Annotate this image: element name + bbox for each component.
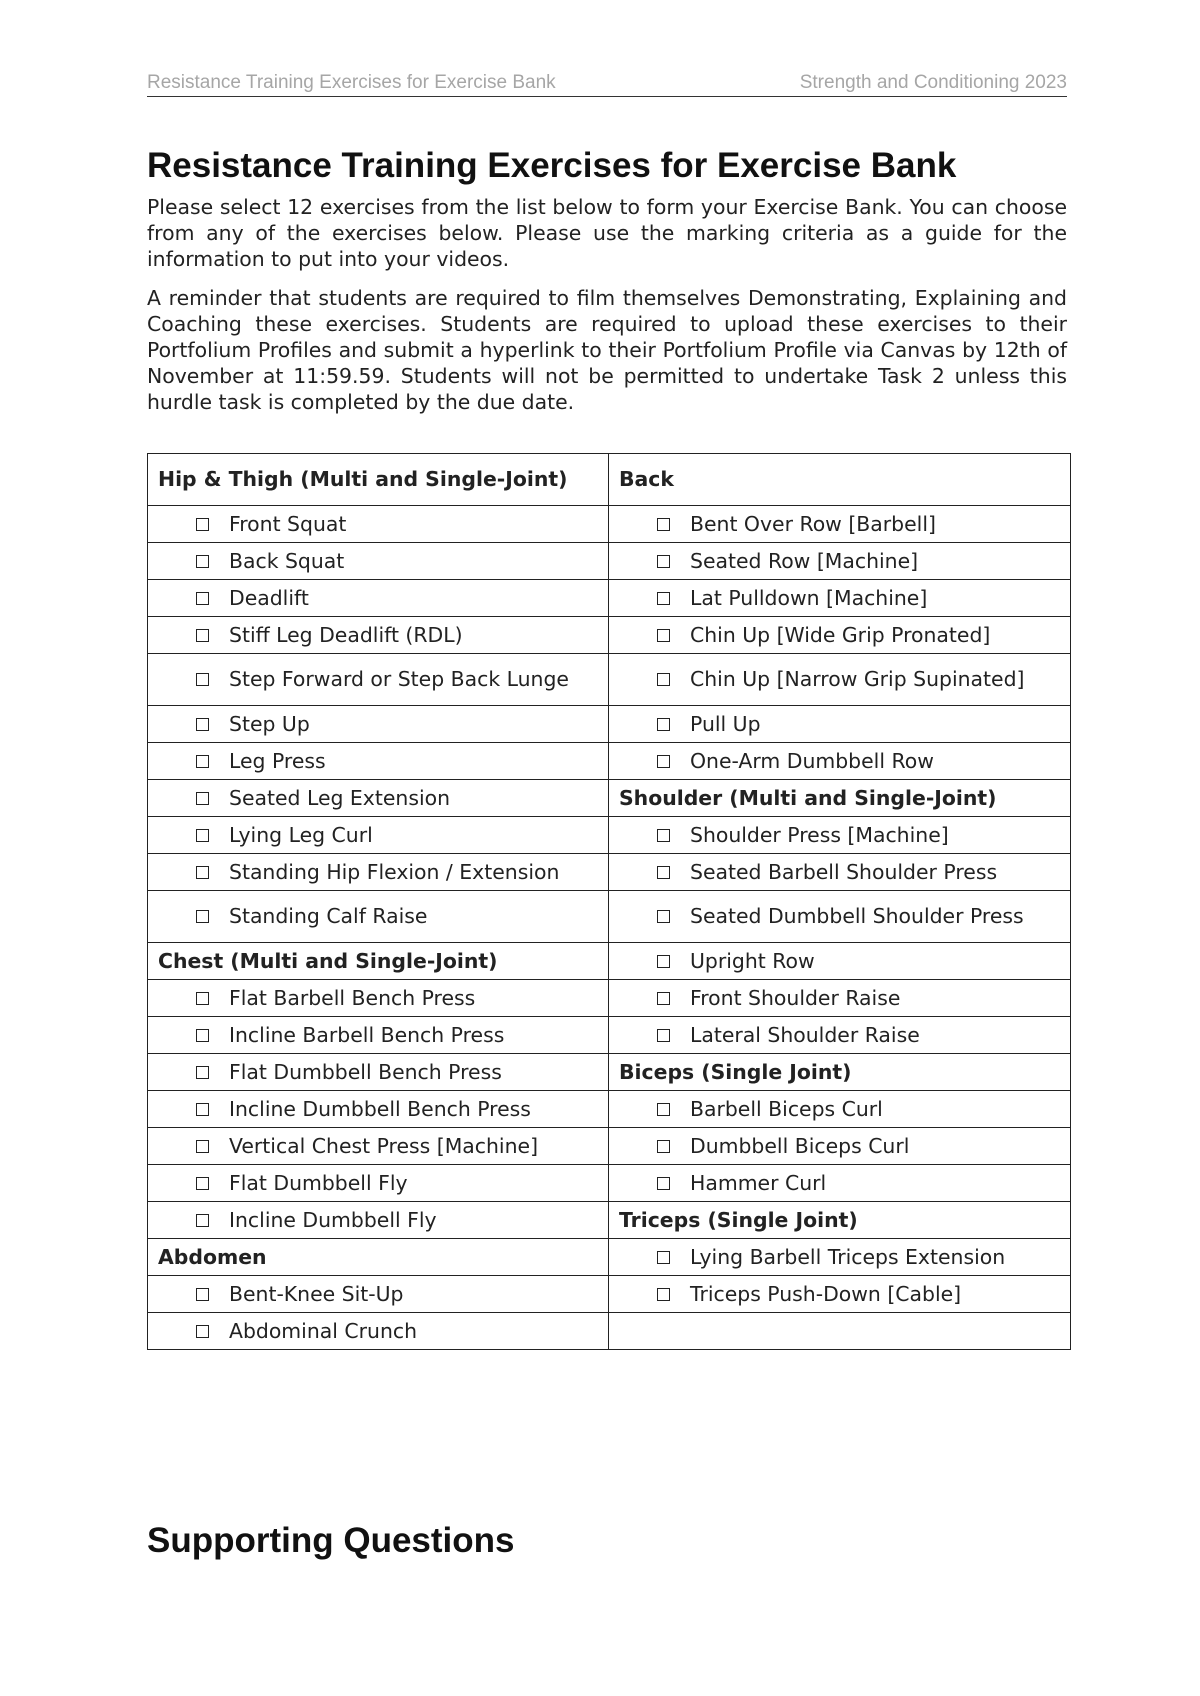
checkbox-icon[interactable] [196,673,209,686]
exercise-table [147,453,1071,1350]
exercise-option[interactable] [158,986,600,1011]
table-row [148,1091,1071,1128]
exercise-option[interactable] [619,586,1062,611]
exercise-option[interactable] [158,1319,600,1344]
checkbox-icon[interactable] [657,1288,670,1301]
exercise-cell [148,1091,609,1128]
exercise-label: Incline Dumbbell Fly [229,1207,437,1232]
exercise-label: Step Forward or Step Back Lunge [229,667,569,691]
exercise-label: Chin Up [Wide Grip Pronated] [690,622,991,647]
exercise-label: Flat Barbell Bench Press [229,985,476,1010]
exercise-cell [148,980,609,1017]
exercise-option[interactable] [158,1171,600,1196]
exercise-option[interactable] [158,860,600,885]
exercise-label: One-Arm Dumbbell Row [690,748,934,773]
exercise-option[interactable] [158,667,600,692]
checkbox-icon[interactable] [657,592,670,605]
exercise-cell [148,1202,609,1239]
checkbox-icon[interactable] [657,1140,670,1153]
exercise-option[interactable] [619,986,1062,1011]
exercise-option[interactable] [158,786,600,811]
table-row [148,1165,1071,1202]
exercise-option[interactable] [619,667,1062,692]
exercise-label: Incline Dumbbell Bench Press [229,1096,531,1121]
exercise-cell [148,1128,609,1165]
table-row [148,854,1071,891]
exercise-cell [148,543,609,580]
checkbox-icon[interactable] [196,629,209,642]
table-row [148,1202,1071,1239]
table-row [148,706,1071,743]
table-row [148,543,1071,580]
exercise-cell [148,654,609,706]
exercise-cell [148,706,609,743]
reminder-paragraph: A reminder that students are required to film themselves Demonstrating, Explaining and Coaching these exercises. Students are required to upload these exercises to their Portfolium Profiles and submit a hyperlink to their Portfolium Profile via Canvas by 12th of November at 11:59.59. Students will not be permitted to undertake Task 2 unless this hurdle task is completed by the due date. [147,286,1067,414]
category-heading: Chest (Multi and Single-Joint) [148,943,609,980]
exercise-cell [609,1239,1071,1276]
exercise-option[interactable] [619,904,1062,929]
exercise-label: Deadlift [229,585,309,610]
table-row [148,1017,1071,1054]
exercise-option[interactable] [158,512,600,537]
exercise-label: Vertical Chest Press [Machine] [229,1133,539,1158]
exercise-option[interactable] [619,623,1062,648]
exercise-label: Seated Dumbbell Shoulder Press [690,904,1024,928]
exercise-option[interactable] [619,1245,1062,1270]
table-row [148,617,1071,654]
exercise-label: Incline Barbell Bench Press [229,1022,505,1047]
exercise-option[interactable] [158,1208,600,1233]
exercise-option[interactable] [158,823,600,848]
checkbox-icon[interactable] [196,1214,209,1227]
checkbox-icon[interactable] [196,992,209,1005]
exercise-cell [148,1313,609,1350]
empty-cell [609,1313,1071,1350]
checkbox-icon[interactable] [657,718,670,731]
category-heading: Abdomen [148,1239,609,1276]
exercise-cell [609,1276,1071,1313]
exercise-cell [609,943,1071,980]
table-row [148,780,1071,817]
exercise-option[interactable] [158,1060,600,1085]
exercise-cell [148,743,609,780]
exercise-option[interactable] [619,949,1062,974]
checkbox-icon[interactable] [196,1066,209,1079]
checkbox-icon[interactable] [657,755,670,768]
checkbox-icon[interactable] [657,866,670,879]
exercise-option[interactable] [619,860,1062,885]
exercise-option[interactable] [158,904,600,929]
exercise-option[interactable] [158,549,600,574]
checkbox-icon[interactable] [657,629,670,642]
exercise-label: Shoulder Press [Machine] [690,822,949,847]
checkbox-icon[interactable] [657,1251,670,1264]
exercise-cell [609,1128,1071,1165]
exercise-option[interactable] [619,1282,1062,1307]
checkbox-icon[interactable] [657,955,670,968]
exercise-cell [148,891,609,943]
exercise-cell [609,1017,1071,1054]
exercise-label: Dumbbell Biceps Curl [690,1133,910,1158]
exercise-option[interactable] [158,1023,600,1048]
checkbox-icon[interactable] [196,910,209,923]
exercise-label: Lying Leg Curl [229,822,373,847]
exercise-label: Seated Leg Extension [229,785,451,810]
checkbox-icon[interactable] [657,910,670,923]
exercise-label: Abdominal Crunch [229,1318,418,1343]
exercise-label: Bent Over Row [Barbell] [690,511,936,536]
exercise-label: Seated Row [Machine] [690,548,919,573]
exercise-cell [609,706,1071,743]
exercise-option[interactable] [158,1282,600,1307]
table-row [148,506,1071,543]
category-heading: Biceps (Single Joint) [609,1054,1071,1091]
table-row [148,743,1071,780]
exercise-cell [609,980,1071,1017]
table-row [148,454,1071,506]
exercise-cell [148,780,609,817]
exercise-option[interactable] [619,823,1062,848]
checkbox-icon[interactable] [196,718,209,731]
exercise-label: Lying Barbell Triceps Extension [690,1244,1006,1269]
table-row [148,580,1071,617]
checkbox-icon[interactable] [196,866,209,879]
exercise-cell [609,580,1071,617]
category-heading: Shoulder (Multi and Single-Joint) [609,780,1071,817]
table-row [148,943,1071,980]
exercise-cell [148,1276,609,1313]
exercise-label: Lateral Shoulder Raise [690,1022,920,1047]
checkbox-icon[interactable] [196,592,209,605]
exercise-option[interactable] [158,1134,600,1159]
exercise-label: Lat Pulldown [Machine] [690,585,928,610]
exercise-cell [609,891,1071,943]
exercise-cell [609,1165,1071,1202]
exercise-label: Step Up [229,711,310,736]
exercise-cell [148,580,609,617]
checkbox-icon[interactable] [196,1029,209,1042]
checkbox-icon[interactable] [196,829,209,842]
checkbox-icon[interactable] [657,1029,670,1042]
checkbox-icon[interactable] [196,1288,209,1301]
table-row [148,1239,1071,1276]
exercise-option[interactable] [619,512,1062,537]
exercise-label: Back Squat [229,548,345,573]
exercise-label: Stiff Leg Deadlift (RDL) [229,622,463,647]
checkbox-icon[interactable] [657,1177,670,1190]
exercise-label: Flat Dumbbell Fly [229,1170,408,1195]
checkbox-icon[interactable] [657,673,670,686]
exercise-cell [609,817,1071,854]
checkbox-icon[interactable] [196,792,209,805]
table-row [148,1276,1071,1313]
exercise-option[interactable] [158,586,600,611]
exercise-cell [148,817,609,854]
page-header [147,70,1067,97]
checkbox-icon[interactable] [657,555,670,568]
checkbox-icon[interactable] [196,518,209,531]
exercise-option[interactable] [158,712,600,737]
exercise-label: Chin Up [Narrow Grip Supinated] [690,667,1025,691]
exercise-label: Bent-Knee Sit-Up [229,1281,404,1306]
checkbox-icon[interactable] [196,1177,209,1190]
exercise-label: Front Squat [229,511,347,536]
checkbox-icon[interactable] [657,829,670,842]
exercise-label: Upright Row [690,948,815,973]
exercise-label: Pull Up [690,711,761,736]
table-row [148,980,1071,1017]
exercise-option[interactable] [158,623,600,648]
exercise-cell [148,506,609,543]
exercise-label: Triceps Push-Down [Cable] [690,1281,962,1306]
exercise-label: Seated Barbell Shoulder Press [690,859,998,884]
table-row [148,817,1071,854]
table-row [148,891,1071,943]
exercise-cell [148,617,609,654]
header-right: Strength and Conditioning 2023 [799,72,1067,93]
table-row [148,1313,1071,1350]
exercise-option[interactable] [619,1171,1062,1196]
checkbox-icon[interactable] [657,1103,670,1116]
table-row [148,1128,1071,1165]
exercise-cell [148,1054,609,1091]
header-left: Resistance Training Exercises for Exercise Bank [147,72,556,93]
checkbox-icon[interactable] [657,992,670,1005]
exercise-option[interactable] [158,749,600,774]
exercise-cell [609,543,1071,580]
exercise-option[interactable] [619,712,1062,737]
table-row [148,654,1071,706]
exercise-label: Flat Dumbbell Bench Press [229,1059,502,1084]
checkbox-icon[interactable] [196,1325,209,1338]
exercise-label: Standing Calf Raise [229,904,428,928]
exercise-cell [148,854,609,891]
category-heading: Hip & Thigh (Multi and Single-Joint) [148,454,609,506]
exercise-option[interactable] [619,1134,1062,1159]
exercise-label: Hammer Curl [690,1170,827,1195]
exercise-label: Barbell Biceps Curl [690,1096,883,1121]
category-heading: Back [609,454,1071,506]
exercise-cell [609,654,1071,706]
exercise-option[interactable] [619,1097,1062,1122]
exercise-label: Leg Press [229,748,326,773]
exercise-option[interactable] [619,549,1062,574]
exercise-label: Front Shoulder Raise [690,985,901,1010]
exercise-cell [609,506,1071,543]
checkbox-icon[interactable] [196,755,209,768]
exercise-option[interactable] [158,1097,600,1122]
exercise-cell [609,854,1071,891]
page-title: Resistance Training Exercises for Exercise Bank [147,146,957,185]
exercise-cell [148,1165,609,1202]
checkbox-icon[interactable] [657,518,670,531]
exercise-cell [609,617,1071,654]
checkbox-icon[interactable] [196,1140,209,1153]
exercise-option[interactable] [619,1023,1062,1048]
exercise-cell [609,1091,1071,1128]
table-row [148,1054,1071,1091]
intro-paragraph: Please select 12 exercises from the list below to form your Exercise Bank. You can choose from any of the exercises below. Please use the marking criteria as a guide for the information to put into your videos. [147,195,1067,271]
exercise-label: Standing Hip Flexion / Extension [229,859,560,884]
exercise-cell [609,743,1071,780]
section-heading-supporting-questions: Supporting Questions [147,1521,515,1560]
checkbox-icon[interactable] [196,555,209,568]
checkbox-icon[interactable] [196,1103,209,1116]
exercise-option[interactable] [619,749,1062,774]
category-heading: Triceps (Single Joint) [609,1202,1071,1239]
exercise-cell [148,1017,609,1054]
